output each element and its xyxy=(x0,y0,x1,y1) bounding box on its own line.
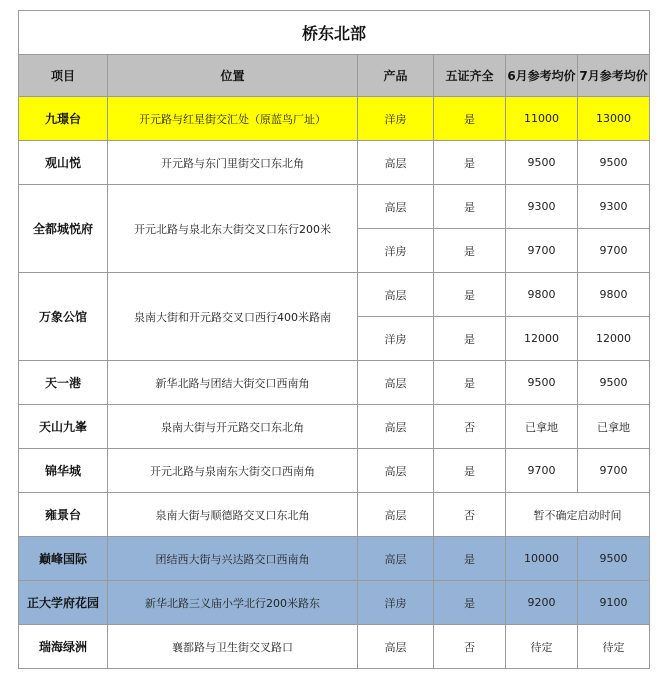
header-project: 项目 xyxy=(19,55,108,97)
july-price: 9300 xyxy=(578,185,650,229)
header-location: 位置 xyxy=(108,55,358,97)
table-row xyxy=(19,537,650,581)
june-price: 11000 xyxy=(506,97,578,141)
project-location: 开元路与红星街交汇处（原蓝鸟厂址） xyxy=(108,97,358,141)
june-price: 10000 xyxy=(506,537,578,581)
project-location: 新华北路与团结大街交口西南角 xyxy=(108,361,358,405)
product-type: 高层 xyxy=(358,493,434,537)
table-title: 桥东北部 xyxy=(19,11,650,55)
project-name: 天山九峯 xyxy=(19,405,108,449)
table-row xyxy=(19,581,650,625)
product-type: 高层 xyxy=(358,185,434,229)
project-location: 泉南大街和开元路交叉口西行400米路南 xyxy=(108,273,358,361)
project-location: 泉南大街与开元路交口东北角 xyxy=(108,405,358,449)
table-row xyxy=(19,97,650,141)
certs-status: 是 xyxy=(434,273,506,317)
june-price: 9500 xyxy=(506,141,578,185)
product-type: 高层 xyxy=(358,449,434,493)
project-location: 团结西大街与兴达路交口西南角 xyxy=(108,537,358,581)
product-type: 洋房 xyxy=(358,317,434,361)
header-june-price: 6月参考均价 xyxy=(506,55,578,97)
table-row xyxy=(19,625,650,669)
product-type: 洋房 xyxy=(358,229,434,273)
july-price: 12000 xyxy=(578,317,650,361)
certs-status: 是 xyxy=(434,185,506,229)
project-name: 万象公馆 xyxy=(19,273,108,361)
certs-status: 否 xyxy=(434,405,506,449)
header-row xyxy=(19,55,650,97)
project-name: 正大学府花园 xyxy=(19,581,108,625)
certs-status: 否 xyxy=(434,493,506,537)
project-location: 泉南大街与顺德路交叉口东北角 xyxy=(108,493,358,537)
july-price: 9700 xyxy=(578,229,650,273)
project-location: 开元北路与泉南东大街交口西南角 xyxy=(108,449,358,493)
certs-status: 否 xyxy=(434,625,506,669)
certs-status: 是 xyxy=(434,141,506,185)
june-price: 9500 xyxy=(506,361,578,405)
certs-status: 是 xyxy=(434,317,506,361)
june-price: 12000 xyxy=(506,317,578,361)
july-price: 9100 xyxy=(578,581,650,625)
product-type: 高层 xyxy=(358,141,434,185)
certs-status: 是 xyxy=(434,449,506,493)
certs-status: 是 xyxy=(434,581,506,625)
project-name: 瑞海绿洲 xyxy=(19,625,108,669)
table-row xyxy=(19,141,650,185)
header-certs: 五证齐全 xyxy=(434,55,506,97)
project-location: 新华北路三义庙小学北行200米路东 xyxy=(108,581,358,625)
july-price: 13000 xyxy=(578,97,650,141)
june-price: 待定 xyxy=(506,625,578,669)
project-location: 襄都路与卫生街交叉路口 xyxy=(108,625,358,669)
june-price: 9700 xyxy=(506,449,578,493)
table-row xyxy=(19,361,650,405)
price-note: 暂不确定启动时间 xyxy=(506,493,650,537)
july-price: 9700 xyxy=(578,449,650,493)
project-name: 观山悦 xyxy=(19,141,108,185)
certs-status: 是 xyxy=(434,361,506,405)
june-price: 9700 xyxy=(506,229,578,273)
product-type: 洋房 xyxy=(358,581,434,625)
certs-status: 是 xyxy=(434,97,506,141)
project-name: 雍景台 xyxy=(19,493,108,537)
product-type: 高层 xyxy=(358,625,434,669)
july-price: 9500 xyxy=(578,141,650,185)
project-name: 天一港 xyxy=(19,361,108,405)
project-location: 开元北路与泉北东大街交叉口东行200米 xyxy=(108,185,358,273)
product-type: 洋房 xyxy=(358,97,434,141)
price-table xyxy=(18,10,650,669)
june-price: 9300 xyxy=(506,185,578,229)
table-row xyxy=(19,449,650,493)
july-price: 9500 xyxy=(578,537,650,581)
table-row xyxy=(19,493,650,537)
product-type: 高层 xyxy=(358,273,434,317)
table-row xyxy=(19,185,650,229)
header-july-price: 7月参考均价 xyxy=(578,55,650,97)
july-price: 待定 xyxy=(578,625,650,669)
project-name: 锦华城 xyxy=(19,449,108,493)
product-type: 高层 xyxy=(358,405,434,449)
project-location: 开元路与东门里街交口东北角 xyxy=(108,141,358,185)
header-product: 产品 xyxy=(358,55,434,97)
project-name: 九璟台 xyxy=(19,97,108,141)
project-name: 巅峰国际 xyxy=(19,537,108,581)
project-name: 全都城悦府 xyxy=(19,185,108,273)
july-price: 9800 xyxy=(578,273,650,317)
price-table-container xyxy=(18,10,650,669)
july-price: 9500 xyxy=(578,361,650,405)
july-price: 已拿地 xyxy=(578,405,650,449)
product-type: 高层 xyxy=(358,537,434,581)
june-price: 9800 xyxy=(506,273,578,317)
table-row xyxy=(19,273,650,317)
certs-status: 是 xyxy=(434,229,506,273)
june-price: 已拿地 xyxy=(506,405,578,449)
june-price: 9200 xyxy=(506,581,578,625)
certs-status: 是 xyxy=(434,537,506,581)
product-type: 高层 xyxy=(358,361,434,405)
table-row xyxy=(19,405,650,449)
